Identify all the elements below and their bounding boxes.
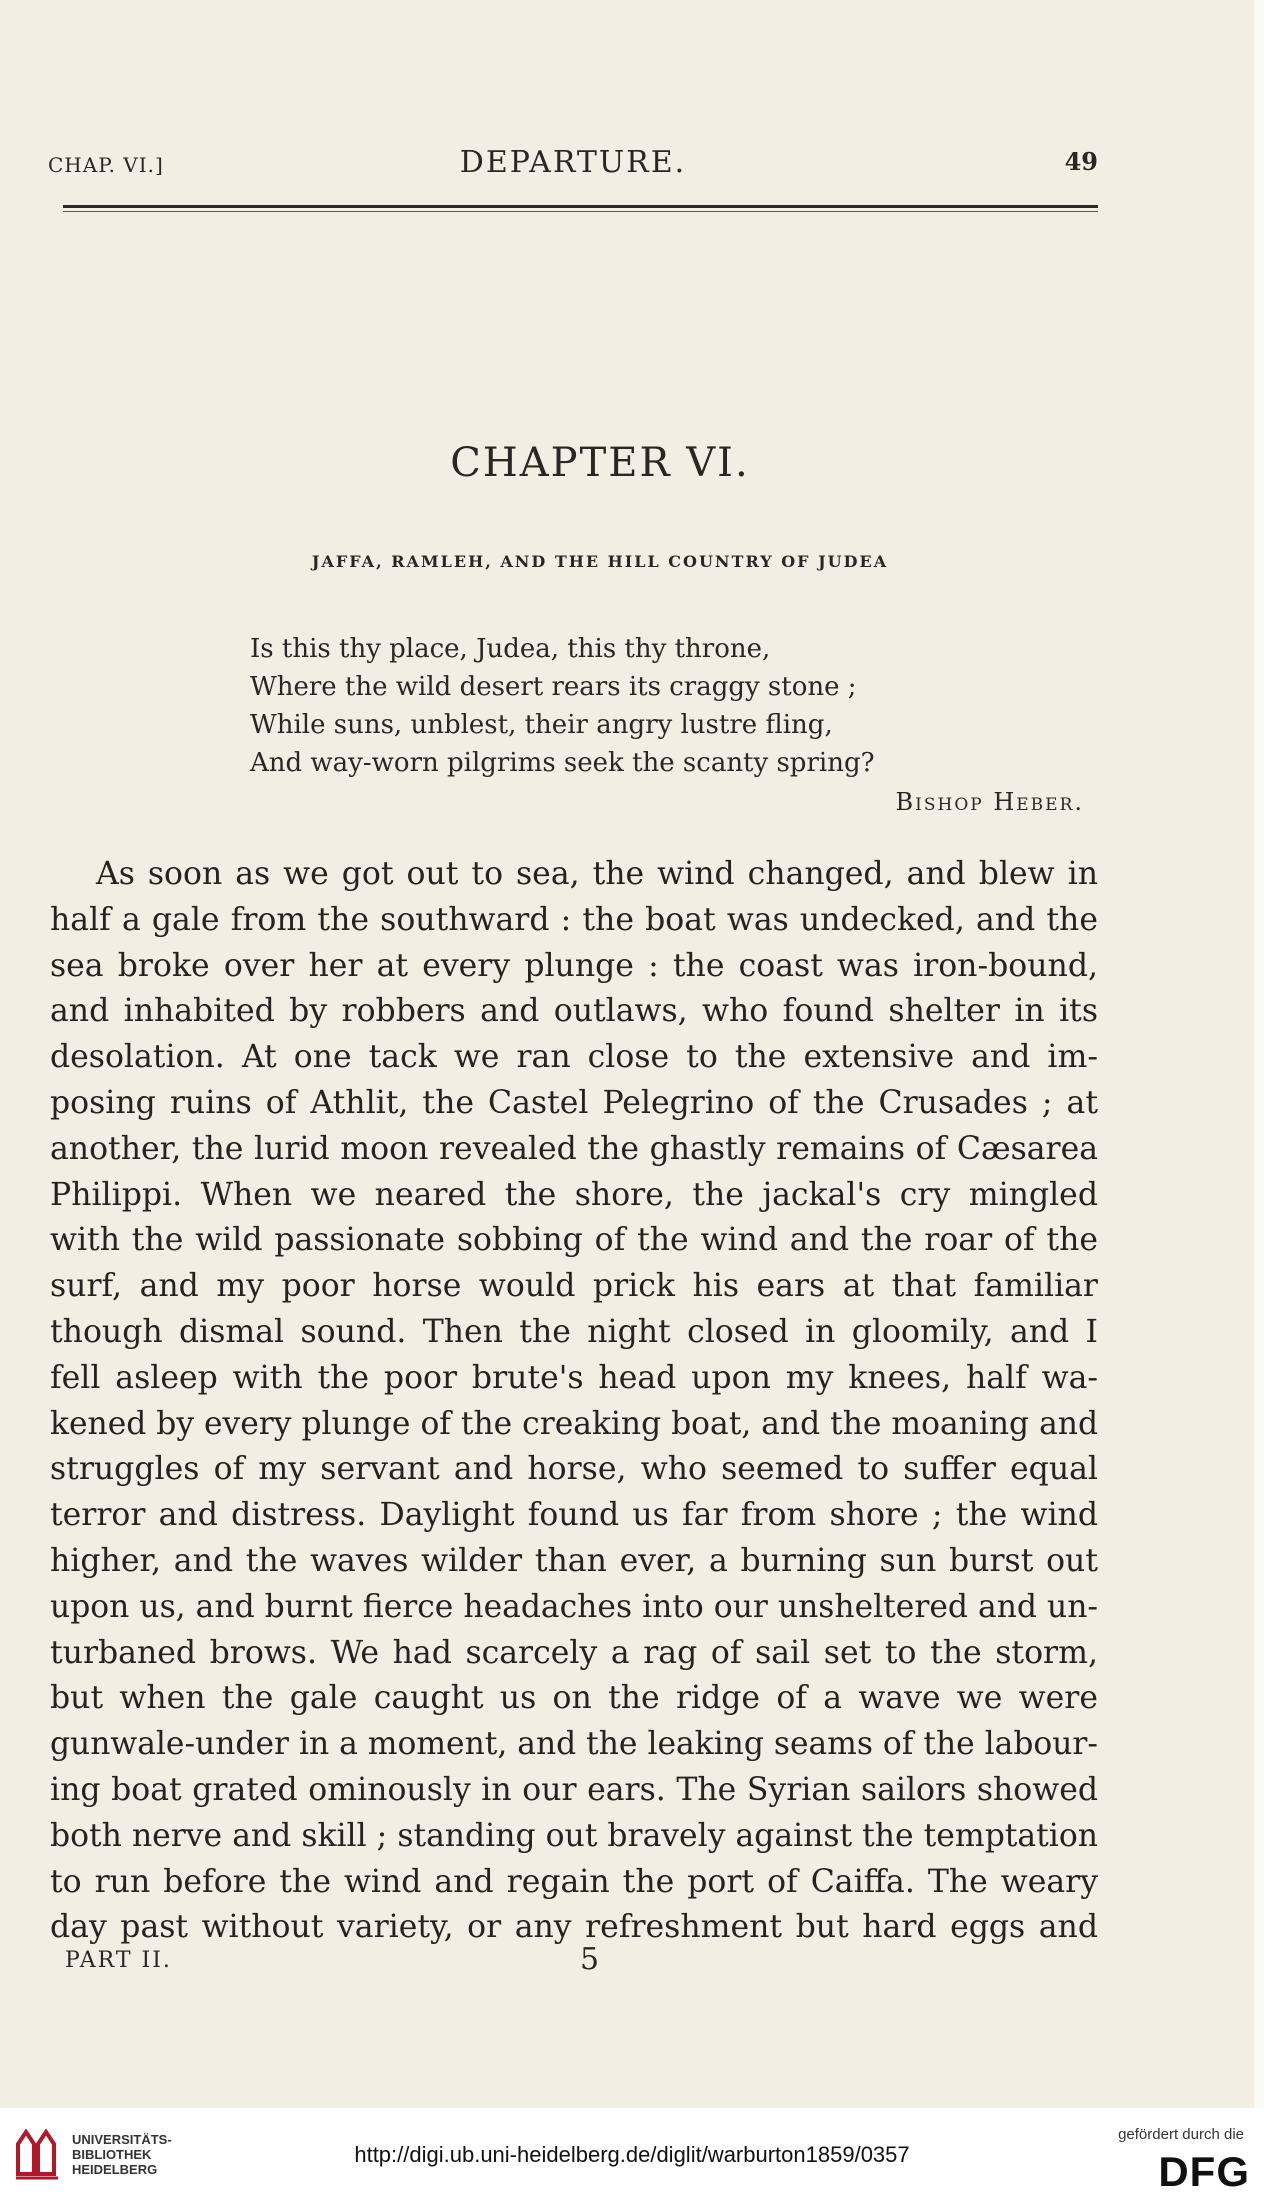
institution-line: BIBLIOTHEK	[72, 2147, 152, 2162]
epigraph-line: Where the wild desert rears its craggy stone ;	[250, 672, 857, 702]
text-line: struggles of my servant and horse, who seemed to suffer equal	[50, 1451, 1098, 1488]
text-line: both nerve and skill ; standing out bravely against the temptation	[50, 1817, 1098, 1854]
chapter-subtitle: JAFFA, RAMLEH, AND THE HILL COUNTRY OF JUDEA	[311, 552, 889, 571]
epigraph-line: Is this thy place, Judea, this thy throne,	[250, 634, 771, 664]
running-head-chapter: CHAP. VI.]	[48, 153, 164, 177]
text-line: half a gale from the southward : the boat was undecked, and the	[50, 901, 1098, 938]
signature-number: 5	[580, 1942, 600, 1977]
text-line: day past without variety, or any refreshment but hard eggs and	[50, 1909, 1098, 1946]
chapter-title: CHAPTER VI.	[450, 440, 750, 486]
epigraph-attribution: Bishop Heber.	[895, 788, 1084, 816]
dfg-logo: DFG	[1158, 2148, 1250, 2195]
text-line: fell asleep with the poor brute's head upon my knees, half wa-	[50, 1359, 1098, 1396]
body-paragraph	[50, 852, 1098, 1951]
epigraph	[250, 630, 1080, 782]
text-line: desolation. At one tack we ran close to the extensive and im-	[50, 1039, 1098, 1076]
text-line: turbaned brows. We had scarcely a rag of sail set to the storm,	[50, 1634, 1098, 1671]
text-line: As soon as we got out to sea, the wind changed, and blew in	[96, 856, 1098, 892]
text-line: posing ruins of Athlit, the Castel Pelegrino of the Crusades ; at	[50, 1084, 1098, 1121]
text-line: higher, and the waves wilder than ever, a burning sun burst out	[50, 1542, 1098, 1579]
funding-label: gefördert durch die	[1118, 2126, 1244, 2143]
signature-mark: PART II.	[65, 1948, 172, 1973]
running-head-page-number: 49	[1064, 147, 1098, 176]
permalink-url[interactable]: http://digi.ub.uni-heidelberg.de/diglit/warburton1859/0357	[354, 2142, 910, 2167]
running-head	[48, 145, 1098, 195]
text-line: sea broke over her at every plunge : the coast was iron-bound,	[50, 947, 1098, 984]
text-line: ing boat grated ominously in our ears. The Syrian sailors showed	[50, 1771, 1098, 1808]
institution-line: UNIVERSITÄTS-	[72, 2132, 172, 2147]
header-rule	[63, 205, 1098, 208]
text-line: surf, and my poor horse would prick his ears at that familiar	[50, 1268, 1098, 1305]
digitization-bar	[0, 2108, 1264, 2200]
text-line: terror and distress. Daylight found us far from shore ; the wind	[50, 1497, 1098, 1534]
institution-line: HEIDELBERG	[72, 2162, 158, 2177]
text-line: another, the lurid moon revealed the ghastly remains of Cæsarea	[50, 1130, 1098, 1167]
epigraph-line: While suns, unblest, their angry lustre fling,	[250, 710, 833, 740]
text-line: to run before the wind and regain the port of Caiffa. The weary	[50, 1863, 1098, 1900]
header-rule-thin	[63, 211, 1098, 212]
text-line: and inhabited by robbers and outlaws, who found shelter in its	[50, 993, 1098, 1030]
text-line: though dismal sound. Then the night closed in gloomily, and I	[50, 1313, 1098, 1350]
text-line: with the wild passionate sobbing of the wind and the roar of the	[50, 1222, 1098, 1259]
text-line: Philippi. When we neared the shore, the jackal's cry mingled	[50, 1176, 1098, 1213]
epigraph-line: And way-worn pilgrims seek the scanty spring?	[250, 748, 875, 778]
running-head-title: DEPARTURE.	[459, 145, 687, 180]
text-line: kened by every plunge of the creaking boat, and the moaning and	[50, 1405, 1098, 1442]
text-line: gunwale-under in a moment, and the leaking seams of the labour-	[50, 1726, 1098, 1763]
text-line: upon us, and burnt fierce headaches into our unsheltered and un-	[50, 1588, 1098, 1625]
text-line: but when the gale caught us on the ridge of a wave we were	[50, 1680, 1098, 1717]
